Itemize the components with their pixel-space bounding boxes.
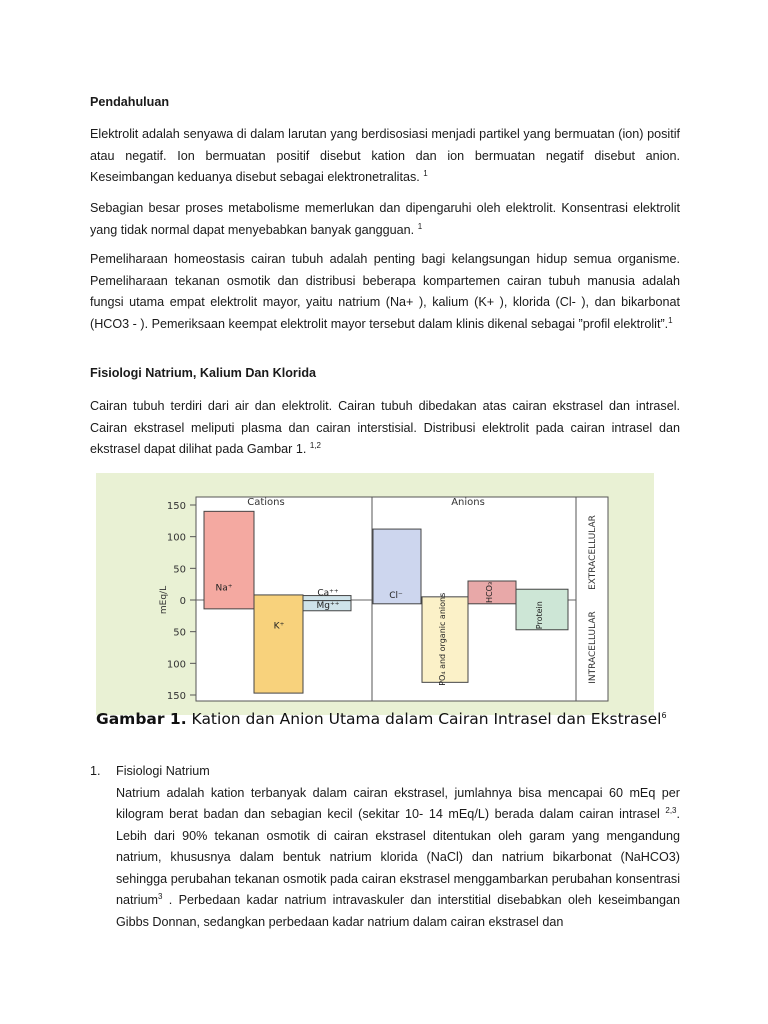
bar-label: Mg⁺⁺: [316, 601, 340, 612]
intro-heading: Pendahuluan: [90, 95, 170, 109]
bar-label: HCO₃: [485, 581, 494, 603]
bar-label: Protein: [535, 601, 544, 630]
bar-label: Ca⁺⁺: [317, 588, 339, 599]
figure-electrolyte-chart: [96, 473, 654, 715]
bar: [254, 595, 303, 693]
y-tick-label: 50: [173, 564, 186, 576]
y-tick-label: 100: [166, 532, 186, 544]
citation: 1: [423, 168, 428, 178]
y-tick-label: 150: [166, 691, 186, 702]
figure-caption: Gambar 1. Kation dan Anion Utama dalam Cairan Intrasel dan Ekstrasel$^6$: [96, 710, 667, 728]
bar-label: Cl⁻: [389, 590, 403, 601]
list-item-heading: 1. Fisiologi Natrium: [90, 764, 210, 778]
y-tick-label: 150: [166, 501, 186, 512]
citation: 6: [661, 710, 667, 720]
y-tick-label: 100: [166, 659, 186, 671]
citation: 2,3: [665, 805, 677, 815]
bar-label: PO₄ and organic anions: [438, 592, 447, 686]
numbered-list: [90, 761, 680, 933]
bar-label: K⁺: [273, 621, 285, 632]
paragraph-sodium: Natrium adalah kation terbanyak dalam cairan ekstrasel, jumlahnya bisa mencapai 60 mEq per kilogram berat badan dan sebagian kecil (sekitar 10- 14 mEq/L) berada dalam cairan intrasel $^{2,3}$. Lebih dari 90% tekanan osmotik di cairan ekstrasel ditentukan oleh garam yang mengandung natrium, khususnya dalam bentuk natrium klorida (NaCl) dan natrium bikarbonat (NaHCO3) sehingga perubahan tekanan osmotik pada cairan ekstrasel menggambarkan perubahan konsentrasi natrium$^3$ . Perbedaan kadar natrium intravaskuler dan interstitial disebabkan oleh keseimbangan Gibbs Donnan, sedangkan perbedaan kadar natrium dalam cairan ekstrasel dan: [116, 785, 680, 929]
electrolyte-bar-chart: [96, 473, 654, 715]
y-axis-label: mEq/L: [159, 585, 169, 615]
citation: 1,2: [309, 440, 321, 450]
zone-label-intracellular: INTRACELLULAR: [588, 611, 598, 684]
group-label-cations: Cations: [247, 497, 285, 508]
y-tick-label: 0: [179, 596, 186, 607]
citation: 3: [158, 891, 163, 901]
bar: [204, 511, 254, 609]
paragraph-metabolism: Sebagian besar proses metabolisme memerlukan dan dipengaruhi oleh elektrolit. Konsentrasi elektrolit yang tidak normal dapat menyebabkan banyak gangguan. $^1$: [90, 201, 680, 237]
group-label-anions: Anions: [451, 497, 485, 508]
paragraph-body-fluids: Cairan tubuh terdiri dari air dan elektrolit. Cairan tubuh dibedakan atas cairan ekstrasel dan intrasel. Cairan ekstrasel meliputi plasma dan cairan interstisial. Distribusi elektrolit pada cairan intrasel dan ekstrasel dapat dilihat pada Gambar 1. $^{1,2}$: [90, 399, 680, 456]
zone-label-extracellular: EXTRACELLULAR: [588, 515, 598, 590]
paragraph-homeostasis: Pemeliharaan homeostasis cairan tubuh adalah penting bagi kelangsungan hidup semua organisme. Pemeliharaan tekanan osmotik dan distribusi beberapa kompartemen cairan tubuh manusia adalah fungsi utama empat elektrolit mayor, yaitu natrium (Na+ ), kalium (K+ ), klorida (Cl- ), dan bikarbonat (HCO3 - ). Pemeriksaan keempat elektrolit mayor tersebut dalam klinis dikenal sebagai ”profil elektrolit”.$^1$: [90, 252, 680, 331]
citation: 1: [417, 221, 423, 231]
y-tick-label: 50: [173, 627, 186, 639]
citation: 1: [668, 315, 673, 325]
bar-label: Na⁺: [215, 583, 233, 594]
paragraph-electrolytes: Elektrolit adalah senyawa di dalam larutan yang berdisosiasi menjadi partikel yang bermuatan (ion) positif atau negatif. Ion bermuatan positif disebut kation dan ion bermuatan negatif disebut anion. Keseimbangan keduanya disebut sebagai elektronetralitas. $^1$: [90, 127, 680, 184]
physiology-heading: Fisiologi Natrium, Kalium Dan Klorida: [90, 366, 317, 380]
